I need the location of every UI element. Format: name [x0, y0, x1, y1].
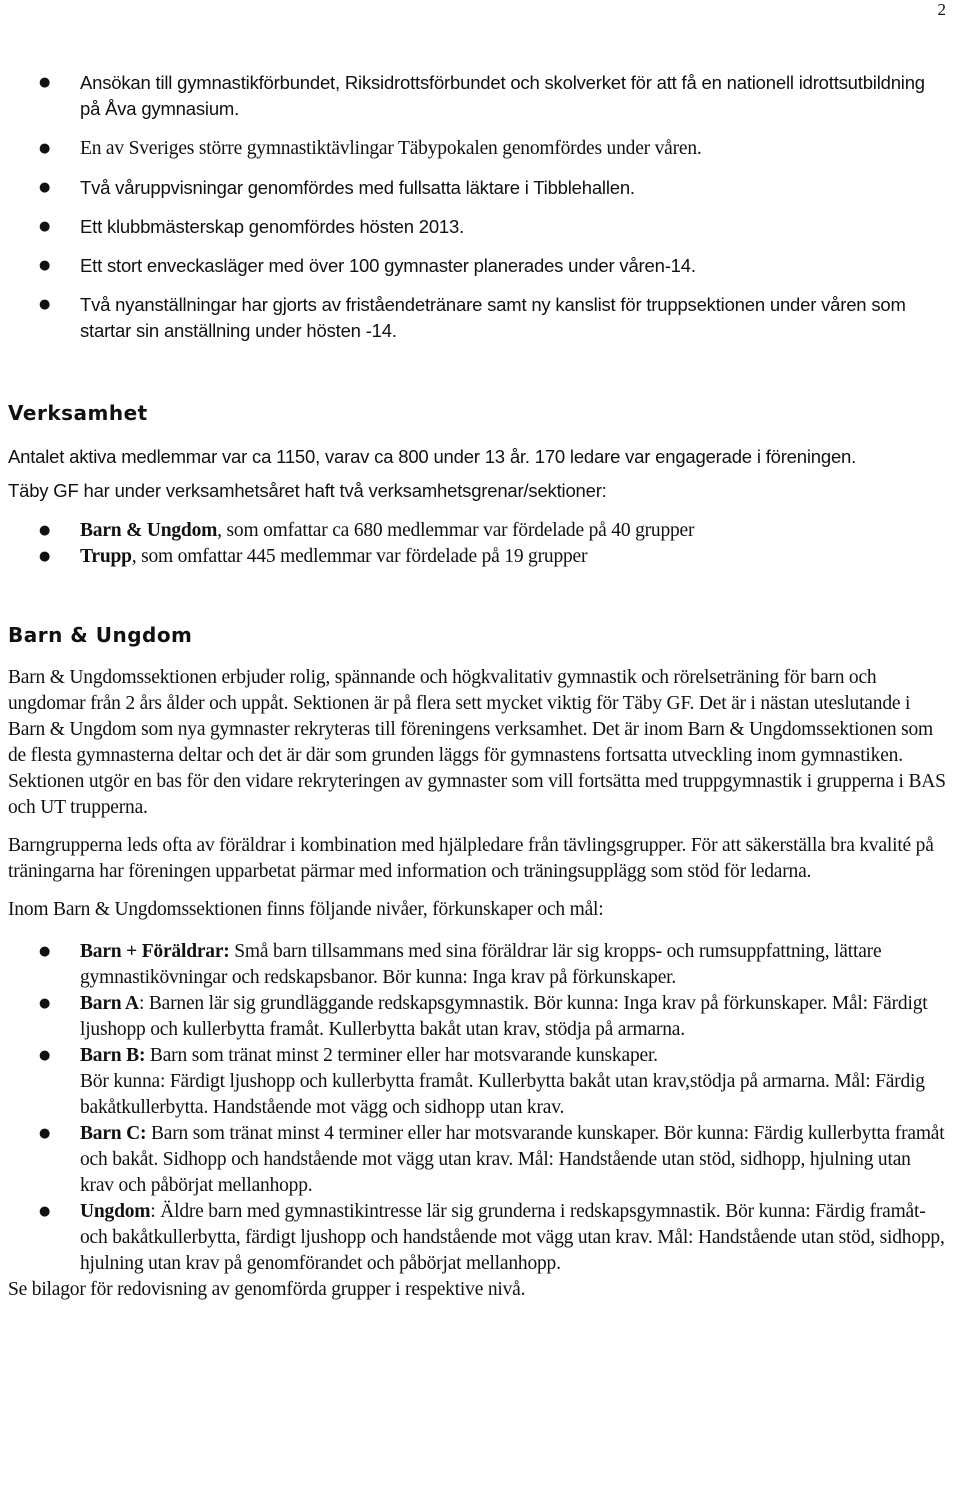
level-description: Små barn tillsammans med sina föräldrar lär sig kropps- och rumsuppfattning, lättare gymnastikövningar och redskapsbanor. Bör kunna: Inga krav på förkunskaper.: [80, 941, 882, 988]
bullet-icon: ●: [39, 75, 51, 90]
list-item: [8, 939, 948, 991]
bullet-icon: ●: [39, 944, 51, 959]
level-description: Barn som tränat minst 2 terminer eller har motsvarande kunskaper.: [145, 1045, 658, 1066]
section-heading-verksamhet: Verksamhet: [8, 401, 148, 425]
closing-note: Se bilagor för redovisning av genomförda grupper i respektive nivå.: [8, 1279, 526, 1300]
bullet-icon: ●: [39, 549, 51, 564]
list-item-text: Ansökan till gymnastikförbundet, Riksidrottsförbundet och skolverket för att få en nationell idrottsutbildning på Åva gymnasium.: [80, 72, 925, 119]
list-item: [8, 70, 948, 122]
section-description: , som omfattar ca 680 medlemmar var fördelade på 40 grupper: [217, 520, 695, 541]
bullet-icon: ●: [39, 996, 51, 1011]
list-item: [8, 253, 948, 279]
level-name: Barn A: [80, 993, 139, 1014]
level-name: Barn C:: [80, 1123, 147, 1144]
bullet-icon: ●: [39, 219, 51, 234]
level-name: Barn + Föräldrar:: [80, 941, 230, 962]
bullet-icon: ●: [39, 141, 51, 156]
barn-ungdom-leaders-paragraph: Barngrupperna leds ofta av föräldrar i kombination med hjälpledare från tävlingsgrupper. För att säkerställa bra kvalité på träningarna har föreningen upparbetat pärmar med information och träningsupplägg som stöd för ledarna.: [8, 835, 934, 882]
intro-bullet-list: [8, 70, 948, 344]
level-description-continued: Bör kunna: Färdigt ljushopp och kullerbytta framåt. Kullerbytta bakåt utan krav,stödja på armarna. Mål: Färdig bakåtkullerbytta. Handstående mot vägg och sidhopp utan krav.: [80, 1071, 925, 1118]
bullet-icon: ●: [39, 1048, 51, 1063]
list-item: [8, 1043, 948, 1121]
section-name: Barn & Ungdom: [80, 520, 218, 541]
bullet-icon: ●: [39, 180, 51, 195]
list-item: [8, 136, 948, 162]
bullet-icon: ●: [39, 1126, 51, 1141]
section-description: , som omfattar 445 medlemmar var fördelade på 19 grupper: [131, 546, 588, 567]
verksamhet-members-paragraph: Antalet aktiva medlemmar var ca 1150, varav ca 800 under 13 år. 170 ledare var engagerade i föreningen.: [8, 446, 857, 467]
section-name: Trupp: [80, 546, 132, 567]
verksamhet-sections-intro: Täby GF har under verksamhetsåret haft två verksamhetsgrenar/sektioner:: [8, 480, 607, 501]
bullet-icon: ●: [39, 258, 51, 273]
list-item-text: En av Sveriges större gymnastiktävlingar Täbypokalen genomfördes under våren.: [80, 138, 702, 159]
level-name: Barn B:: [80, 1045, 146, 1066]
list-item: [8, 175, 948, 201]
levels-list: [8, 939, 948, 1277]
list-item-text: Ett stort enveckasläger med över 100 gymnaster planerades under våren-14.: [80, 255, 696, 276]
page-number: 2: [937, 0, 946, 19]
list-item: [8, 214, 948, 240]
document-body: [8, 70, 948, 1303]
barn-ungdom-levels-intro: Inom Barn & Ungdomssektionen finns följande nivåer, förkunskaper och mål:: [8, 899, 604, 920]
bullet-icon: ●: [39, 1204, 51, 1219]
list-item: [8, 1199, 948, 1277]
level-name: Ungdom: [80, 1201, 151, 1222]
list-item: [8, 991, 948, 1043]
list-item: [8, 1121, 948, 1199]
bullet-icon: ●: [39, 523, 51, 538]
level-description: Barn som tränat minst 4 terminer eller har motsvarande kunskaper. Bör kunna: Färdig kullerbytta framåt och bakåt. Sidhopp och handstående mot vägg utan krav. Mål: Handstående utan stöd, sidhopp, hjulning utan krav och påbörjat mellanhopp.: [80, 1123, 945, 1196]
list-item-text: Två våruppvisningar genomfördes med fullsatta läktare i Tibblehallen.: [80, 177, 635, 198]
level-description: : Barnen lär sig grundläggande redskapsgymnastik. Bör kunna: Inga krav på förkunskaper. Mål: Färdigt ljushopp och kullerbytta framåt. Kullerbytta bakåt utan krav, stödja på armarna.: [80, 993, 928, 1040]
list-item: [8, 292, 948, 344]
sections-list: [8, 518, 948, 570]
list-item-text: Ett klubbmästerskap genomfördes hösten 2013.: [80, 216, 465, 237]
list-item-text: Två nyanställningar har gjorts av friståendetränare samt ny kanslist för truppsektionen under våren som startar sin anställning under hösten -14.: [80, 294, 906, 341]
section-heading-barn-ungdom: Barn & Ungdom: [8, 623, 193, 647]
list-item: [8, 544, 948, 570]
level-description: : Äldre barn med gymnastikintresse lär sig grunderna i redskapsgymnastik. Bör kunna: Färdig framåt- och bakåtkullerbytta, färdigt ljushopp och handstående mot vägg utan krav. Mål: Handstående utan stöd, sidhopp, hjulning utan krav på genomförandet och påbörjat mellanhopp.: [80, 1201, 945, 1274]
list-item: [8, 518, 948, 544]
barn-ungdom-intro-paragraph: Barn & Ungdomssektionen erbjuder rolig, spännande och högkvalitativ gymnastik och rörelseträning för barn och ungdomar från 2 års ålder och uppåt. Sektionen är på flera sett mycket viktig för Täby GF. Det är i nästan uteslutande i Barn & Ungdom som nya gymnaster rekryteras till föreningens verksamhet. Det är inom Barn & Ungdomssektionen som de flesta gymnasterna deltar och det är där som grunden läggs för gymnastens fortsatta utveckling inom gymnastiken. Sektionen utgör en bas för den vidare rekryteringen av gymnaster som vill fortsätta med truppgymnastik i grupperna i BAS och UT trupperna.: [8, 667, 946, 818]
bullet-icon: ●: [39, 297, 51, 312]
